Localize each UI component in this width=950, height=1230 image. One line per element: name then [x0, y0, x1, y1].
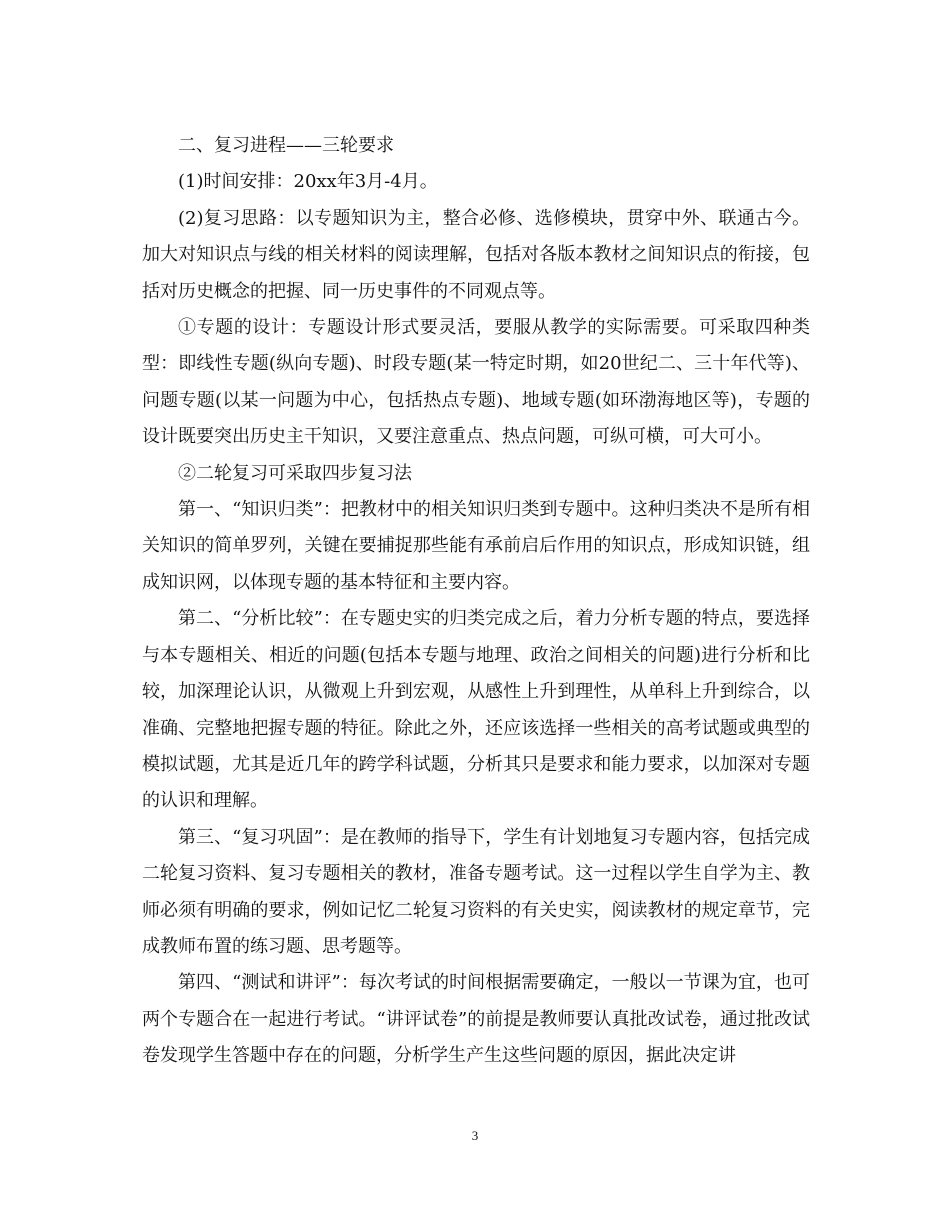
page-number: 3 — [471, 1128, 479, 1143]
paragraph-step-one: 第一、“知识归类”：把教材中的相关知识归类到专题中。这种归类决不是所有相关知识的简单罗列，关键在要捕捉那些能有承前启后作用的知识点，形成知识链，组成知识网，以体现专题的基本特征和主要内容。 — [142, 499, 810, 593]
paragraph-review-approach: (2)复习思路：以专题知识为主，整合必修、选修模块，贯穿中外、联通古今。加大对知识点与线的相关材料的阅读理解，包括对各版本教材之间知识点的衔接，包括对历史概念的把握、同一历史事件的不同观点等。 — [142, 207, 810, 302]
paragraph-step-four: 第四、“测试和讲评”：每次考试的时间根据需要确定，一般以一节课为宜，也可两个专题合在一起进行考试。“讲评试卷”的前提是教师要认真批改试卷，通过批改试卷发现学生答题中存在的问题，分析学生产生这些问题的原因，据此决定讲 — [142, 972, 810, 1067]
paragraph-four-step-method: ②二轮复习可采取四步复习法 — [178, 462, 412, 484]
paragraph-schedule: (1)时间安排：20xx年3月-4月。 — [178, 171, 438, 193]
paragraph-step-three: 第三、“复习巩固”：是在教师的指导下，学生有计划地复习专题内容，包括完成二轮复习资料、复习专题相关的教材，准备专题考试。这一过程以学生自学为主、教师必须有明确的要求，例如记忆二轮复习资料的有关史实，阅读教材的规定章节，完成教师布置的练习题、思考题等。 — [142, 826, 810, 957]
section-heading: 二、复习进程——三轮要求 — [178, 135, 394, 156]
paragraph-topic-design: ①专题的设计：专题设计形式要灵活，要服从教学的实际需要。可采取四种类型：即线性专题(纵向专题)、时段专题(某一特定时期，如20世纪二、三十年代等)、问题专题(以某一问题为中心，包括热点专题)、地域专题(如环渤海地区等)，专题的设计既要突出历史主干知识，又要注意重点、热点问题，可纵可横，可大可小。 — [142, 317, 810, 448]
document-body — [142, 128, 810, 1075]
paragraph-step-two: 第二、“分析比较”：在专题史实的归类完成之后，着力分析专题的特点，要选择与本专题相关、相近的问题(包括本专题与地理、政治之间相关的问题)进行分析和比较，加深理论认识，从微观上升到宏观，从感性上升到理性，从单科上升到综合，以准确、完整地把握专题的特征。除此之外，还应该选择一些相关的高考试题或典型的模拟试题，尤其是近几年的跨学科试题，分析其只是要求和能力要求，以加深对专题的认识和理解。 — [142, 608, 810, 812]
